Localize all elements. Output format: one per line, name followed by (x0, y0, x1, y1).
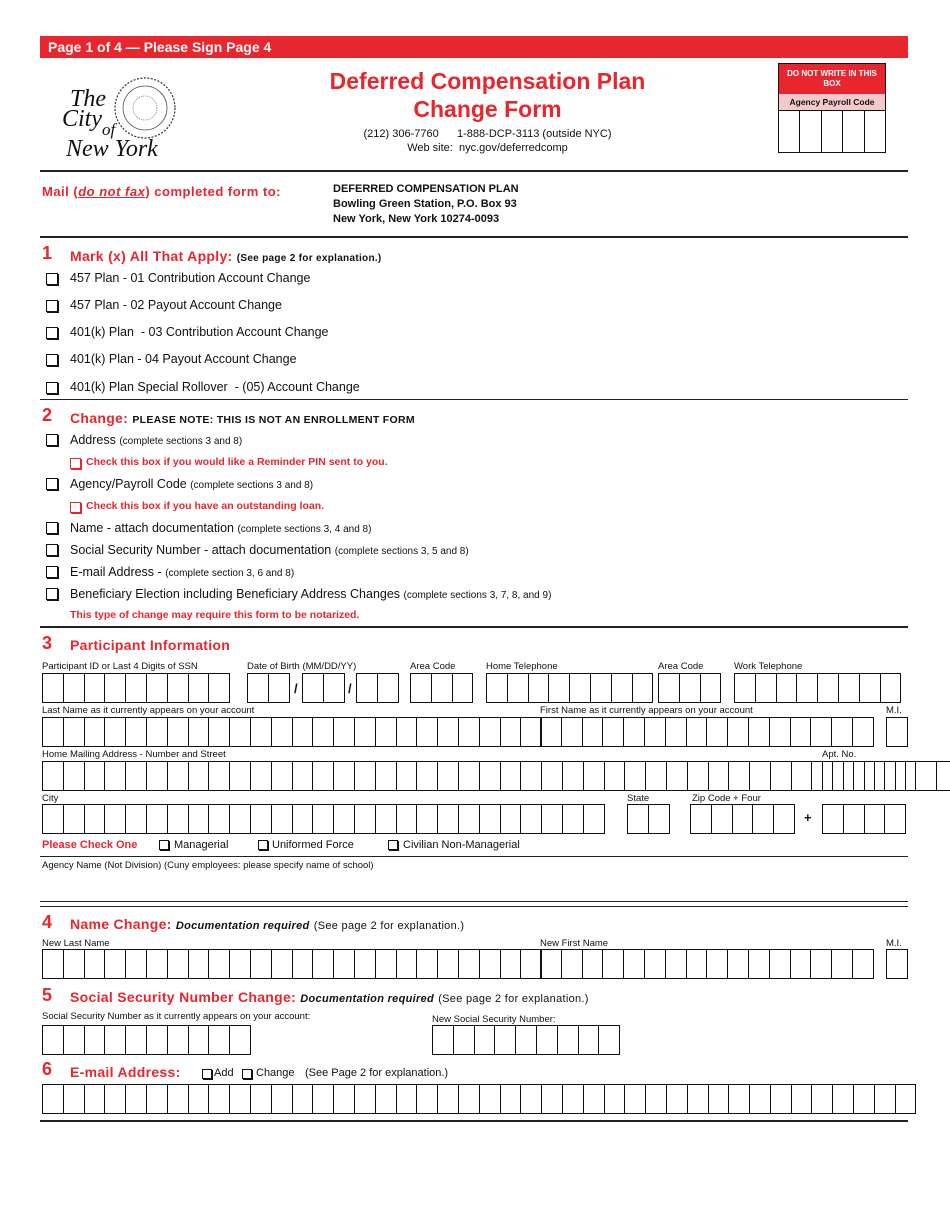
first-name-field[interactable] (540, 717, 874, 747)
label-state: State (627, 793, 650, 804)
checkbox-457-payout[interactable] (46, 300, 58, 312)
current-ssn-field[interactable] (42, 1025, 251, 1055)
section-5-number: 5 (42, 985, 53, 1005)
label-civilian: Civilian Non-Managerial (403, 839, 520, 851)
checkbox-address[interactable] (46, 434, 58, 446)
agency-name-field[interactable] (42, 872, 908, 900)
new-ssn-field[interactable] (432, 1025, 620, 1055)
section-4-number: 4 (42, 912, 53, 932)
mi-field[interactable] (886, 717, 908, 747)
section-4-title: Name Change: Documentation required (See page 2 for explanation.) (70, 916, 465, 932)
label-uniformed: Uniformed Force (272, 839, 354, 851)
logo-the: The (70, 86, 106, 112)
option-address: Address (complete sections 3 and 8) (70, 433, 243, 447)
option-outstanding-loan: Check this box if you have an outstanding loan. (86, 500, 325, 512)
section-6-number: 6 (42, 1059, 53, 1079)
checkbox-name[interactable] (46, 522, 58, 534)
phone-numbers: (212) 306-7760 1-888-DCP-3113 (outside NYC) (363, 128, 612, 140)
divider (40, 626, 908, 628)
form-title-line2: Change Form (413, 96, 562, 122)
section-2-number: 2 (42, 405, 53, 425)
payroll-box-label: Agency Payroll Code (779, 94, 885, 111)
new-first-name-field[interactable] (540, 949, 874, 979)
option-name: Name - attach documentation (complete sections 3, 4 and 8) (70, 521, 372, 535)
section-1-title: Mark (x) All That Apply: (See page 2 for explanation.) (70, 248, 382, 264)
label-mi: M.I. (886, 705, 902, 716)
zip-four-field[interactable] (822, 804, 906, 834)
label-participant-id: Participant ID or Last 4 Digits of SSN (42, 661, 198, 672)
option-401k-rollover: 401(k) Plan Special Rollover - (05) Account Change (70, 380, 360, 394)
state-field[interactable] (627, 804, 670, 834)
new-mi-field[interactable] (886, 949, 908, 979)
logo-newyork: New York (66, 136, 158, 162)
checkbox-email-change[interactable] (242, 1069, 252, 1079)
section-6-title: E-mail Address: (70, 1064, 181, 1080)
label-managerial: Managerial (174, 839, 229, 851)
checkbox-civilian[interactable] (388, 840, 398, 850)
divider (40, 1120, 908, 1122)
label-current-ssn: Social Security Number as it currently appears on your account: (42, 1011, 311, 1022)
payroll-box-title: DO NOT WRITE IN THIS BOX (779, 64, 885, 94)
agency-payroll-box (778, 63, 886, 153)
zip-field[interactable] (690, 804, 795, 834)
checkbox-reminder-pin[interactable] (70, 458, 81, 469)
dob-month-field[interactable] (247, 673, 290, 703)
label-city: City (42, 793, 59, 804)
divider (40, 170, 908, 172)
section-3-number: 3 (42, 633, 53, 653)
label-first-name: First Name as it currently appears on your account (540, 705, 753, 716)
notarize-note: This type of change may require this form to be notarized. (70, 609, 360, 621)
checkbox-401k-rollover[interactable] (46, 382, 58, 394)
section-1-number: 1 (42, 243, 53, 263)
checkbox-401k-payout[interactable] (46, 354, 58, 366)
label-home-address: Home Mailing Address - Number and Street (42, 749, 226, 760)
checkbox-401k-contribution[interactable] (46, 327, 58, 339)
option-reminder-pin: Check this box if you would like a Reminder PIN sent to you. (86, 456, 388, 468)
label-dob: Date of Birth (MM/DD/YY) (247, 661, 357, 672)
checkbox-managerial[interactable] (159, 840, 169, 850)
label-email-change: Change (256, 1067, 295, 1079)
new-last-name-field[interactable] (42, 949, 542, 979)
label-new-last-name: New Last Name (42, 938, 110, 949)
email-field[interactable] (42, 1084, 916, 1114)
section-2-title: Change: PLEASE NOTE: THIS IS NOT AN ENROLLMENT FORM (70, 410, 415, 426)
label-zip: Zip Code + Four (692, 793, 761, 804)
label-agency-name: Agency Name (Not Division) (Cuny employees: please specify name of school) (42, 860, 374, 871)
checkbox-ssn[interactable] (46, 544, 58, 556)
option-401k-contribution: 401(k) Plan - 03 Contribution Account Change (70, 325, 329, 339)
checkbox-457-contribution[interactable] (46, 273, 58, 285)
city-field[interactable] (42, 804, 605, 834)
checkbox-agency-payroll[interactable] (46, 478, 58, 490)
divider (40, 906, 908, 907)
last-name-field[interactable] (42, 717, 542, 747)
option-email: E-mail Address - (complete section 3, 6 and 8) (70, 565, 295, 579)
apt-field[interactable] (822, 761, 906, 791)
option-457-contribution: 457 Plan - 01 Contribution Account Change (70, 271, 311, 285)
label-new-ssn: New Social Security Number: (432, 1014, 556, 1025)
page-banner (40, 36, 908, 58)
label-area-code-home: Area Code (410, 661, 456, 672)
mail-instruction: Mail (do not fax) completed form to: (42, 184, 282, 199)
nyc-logo (60, 72, 180, 167)
home-area-code-field[interactable] (410, 673, 473, 703)
payroll-code-cells[interactable] (779, 111, 885, 153)
divider (40, 901, 908, 902)
work-telephone-field[interactable] (734, 673, 901, 703)
option-agency-payroll: Agency/Payroll Code (complete sections 3 and 8) (70, 477, 314, 491)
checkbox-email[interactable] (46, 566, 58, 578)
label-email-add: Add (214, 1067, 234, 1079)
please-check-one: Please Check One (42, 839, 138, 851)
option-ssn: Social Security Number - attach documentation (complete sections 3, 5 and 8) (70, 543, 469, 557)
dob-day-field[interactable] (302, 673, 345, 703)
label-last-name: Last Name as it currently appears on your account (42, 705, 255, 716)
dob-slash-2: / (348, 681, 352, 696)
home-address-field[interactable] (42, 761, 950, 791)
dob-slash-1: / (294, 681, 298, 696)
divider (40, 399, 908, 400)
section-5-title: Social Security Number Change: Documentation required (See page 2 for explanation.) (70, 989, 589, 1005)
label-apt: Apt. No. (822, 749, 857, 760)
option-beneficiary: Beneficiary Election including Beneficiary Address Changes (complete sections 3, 7, 8, and 9) (70, 587, 552, 601)
logo-of: of (102, 120, 116, 139)
label-new-first-name: New First Name (540, 938, 609, 949)
page-banner-text: Page 1 of 4 — Please Sign Page 4 (48, 39, 272, 55)
logo-city: City (62, 106, 102, 132)
checkbox-beneficiary[interactable] (46, 588, 58, 600)
website: Web site: nyc.gov/deferredcomp (407, 142, 568, 154)
checkbox-outstanding-loan[interactable] (70, 502, 81, 513)
label-work-telephone: Work Telephone (734, 661, 803, 672)
label-email-note: (See Page 2 for explanation.) (305, 1067, 449, 1079)
checkbox-email-add[interactable] (202, 1069, 212, 1079)
form-title-line1: Deferred Compensation Plan (329, 68, 646, 94)
divider (40, 236, 908, 238)
label-new-mi: M.I. (886, 938, 902, 949)
label-home-telephone: Home Telephone (486, 661, 558, 672)
label-area-code-work: Area Code (658, 661, 704, 672)
checkbox-uniformed[interactable] (258, 840, 268, 850)
work-area-code-field[interactable] (658, 673, 721, 703)
divider (40, 856, 908, 857)
zip-plus: + (804, 810, 812, 825)
option-457-payout: 457 Plan - 02 Payout Account Change (70, 298, 282, 312)
mail-address: DEFERRED COMPENSATION PLAN Bowling Green Station, P.O. Box 93 New York, New York 10274-0093 (333, 183, 519, 225)
dob-year-field[interactable] (356, 673, 399, 703)
option-401k-payout: 401(k) Plan - 04 Payout Account Change (70, 352, 297, 366)
participant-id-field[interactable] (42, 673, 230, 703)
home-telephone-field[interactable] (486, 673, 653, 703)
section-3-title: Participant Information (70, 637, 231, 653)
